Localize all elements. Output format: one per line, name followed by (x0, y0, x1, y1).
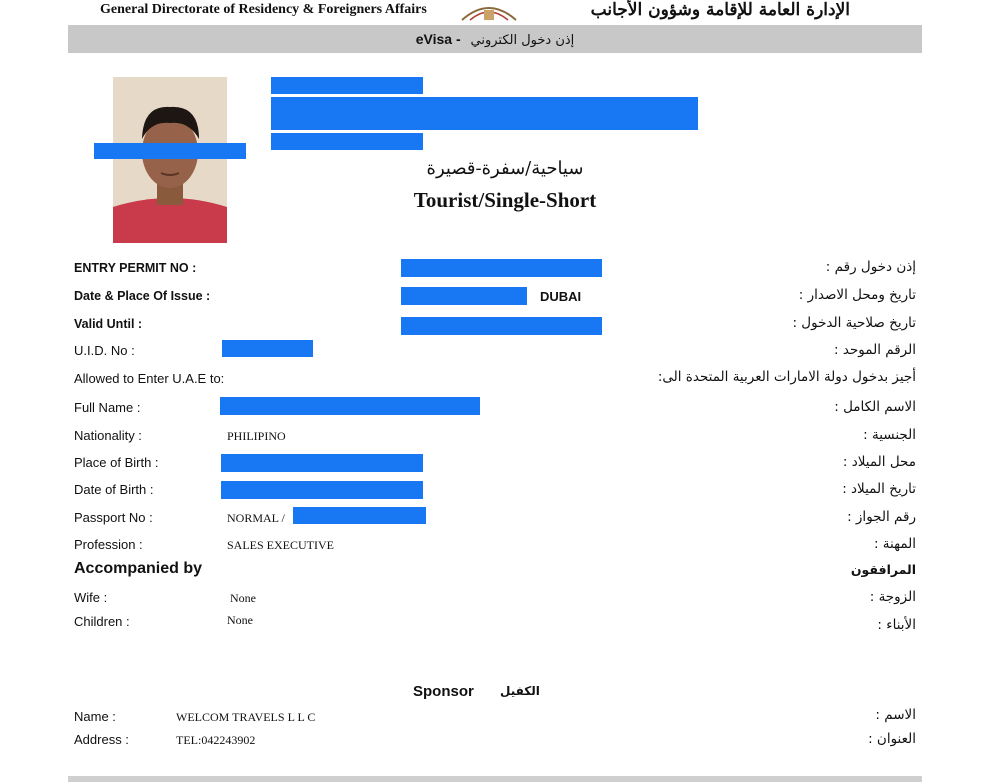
wife-value: None (230, 591, 256, 605)
passport-label-ar: رقم الجواز : (847, 509, 916, 525)
date-of-birth-redaction (221, 481, 423, 499)
accompanied-heading: Accompanied by (74, 560, 203, 577)
children-value: None (227, 613, 253, 627)
authority-name-en: General Directorate of Residency & Foreigners Affairs (100, 2, 427, 17)
nationality-label-ar: الجنسية : (863, 427, 916, 443)
entry-permit-redaction (401, 259, 602, 277)
issue-label: Date & Place Of Issue : (74, 289, 211, 303)
passport-number-redaction (293, 507, 426, 524)
redaction (271, 97, 698, 130)
full-name-label-ar: الاسم الكامل : (834, 399, 916, 415)
issue-date-redaction (401, 287, 527, 305)
sponsor-heading: Sponsor (413, 683, 474, 700)
accompanied-heading-ar: المرافقون (850, 562, 916, 577)
bottom-divider (68, 776, 922, 782)
sponsor-heading-ar: الكفيل (500, 684, 540, 698)
wife-label-ar: الزوجة : (869, 589, 916, 605)
sponsor-name-label-ar: الاسم : (875, 707, 916, 723)
authority-name-ar: الإدارة العامة للإقامة وشؤون الأجانب (590, 0, 850, 20)
passport-label: Passport No : (74, 510, 153, 525)
profession-label-ar: المهنة : (873, 536, 916, 552)
sponsor-name-value: WELCOM TRAVELS L L C (176, 710, 316, 724)
profession-value: SALES EXECUTIVE (227, 538, 334, 552)
children-label-ar: الأبناء : (877, 617, 916, 633)
profession-label: Profession : (74, 537, 143, 552)
uid-label-ar: الرقم الموحد : (834, 342, 916, 358)
uid-redaction (222, 340, 313, 357)
holder-photo (113, 77, 227, 243)
entry-permit-label-ar: إذن دخول رقم : (825, 259, 916, 275)
place-of-birth-label-ar: محل الميلاد : (842, 454, 916, 470)
full-name-label: Full Name : (74, 400, 141, 415)
photo-name-redaction (94, 143, 246, 159)
visa-type-ar: سياحية/سفرة-قصيرة (426, 158, 584, 179)
uid-label: U.I.D. No : (74, 343, 135, 358)
redaction (271, 133, 423, 150)
wife-label: Wife : (74, 590, 108, 605)
full-name-redaction (220, 397, 480, 415)
nationality-label: Nationality : (74, 428, 142, 443)
nationality-value: PHILIPINO (227, 429, 286, 443)
valid-until-label: Valid Until : (74, 317, 143, 331)
title-bar (68, 25, 922, 53)
children-label: Children : (74, 614, 130, 629)
visa-type-en: Tourist/Single-Short (413, 188, 597, 212)
evisa-title-en: eVisa - (415, 31, 461, 47)
sponsor-address-label-ar: العنوان : (868, 731, 916, 747)
emblem-logo (458, 0, 520, 22)
place-of-birth-label: Place of Birth : (74, 455, 159, 470)
evisa-title-ar: إذن دخول الكتروني (470, 33, 575, 48)
sponsor-address-label: Address : (74, 732, 129, 747)
redaction (271, 77, 423, 94)
sponsor-address-value: TEL:042243902 (176, 733, 256, 747)
sponsor-name-label: Name : (74, 709, 116, 724)
issue-place-value: DUBAI (540, 289, 582, 304)
place-of-birth-redaction (221, 454, 423, 472)
valid-until-redaction (401, 317, 602, 335)
valid-until-label-ar: تاريخ صلاحية الدخول : (792, 315, 916, 331)
allowed-label-ar: أجيز بدخول دولة الامارات العربية المتحدة الى: (657, 369, 916, 385)
date-of-birth-label: Date of Birth : (74, 482, 154, 497)
date-of-birth-label-ar: تاريخ الميلاد : (842, 481, 916, 497)
passport-type-value: NORMAL / (227, 511, 285, 525)
entry-permit-label: ENTRY PERMIT NO : (74, 261, 197, 275)
allowed-label: Allowed to Enter U.A.E to: (74, 371, 225, 386)
issue-label-ar: تاريخ ومحل الاصدار : (798, 287, 916, 303)
